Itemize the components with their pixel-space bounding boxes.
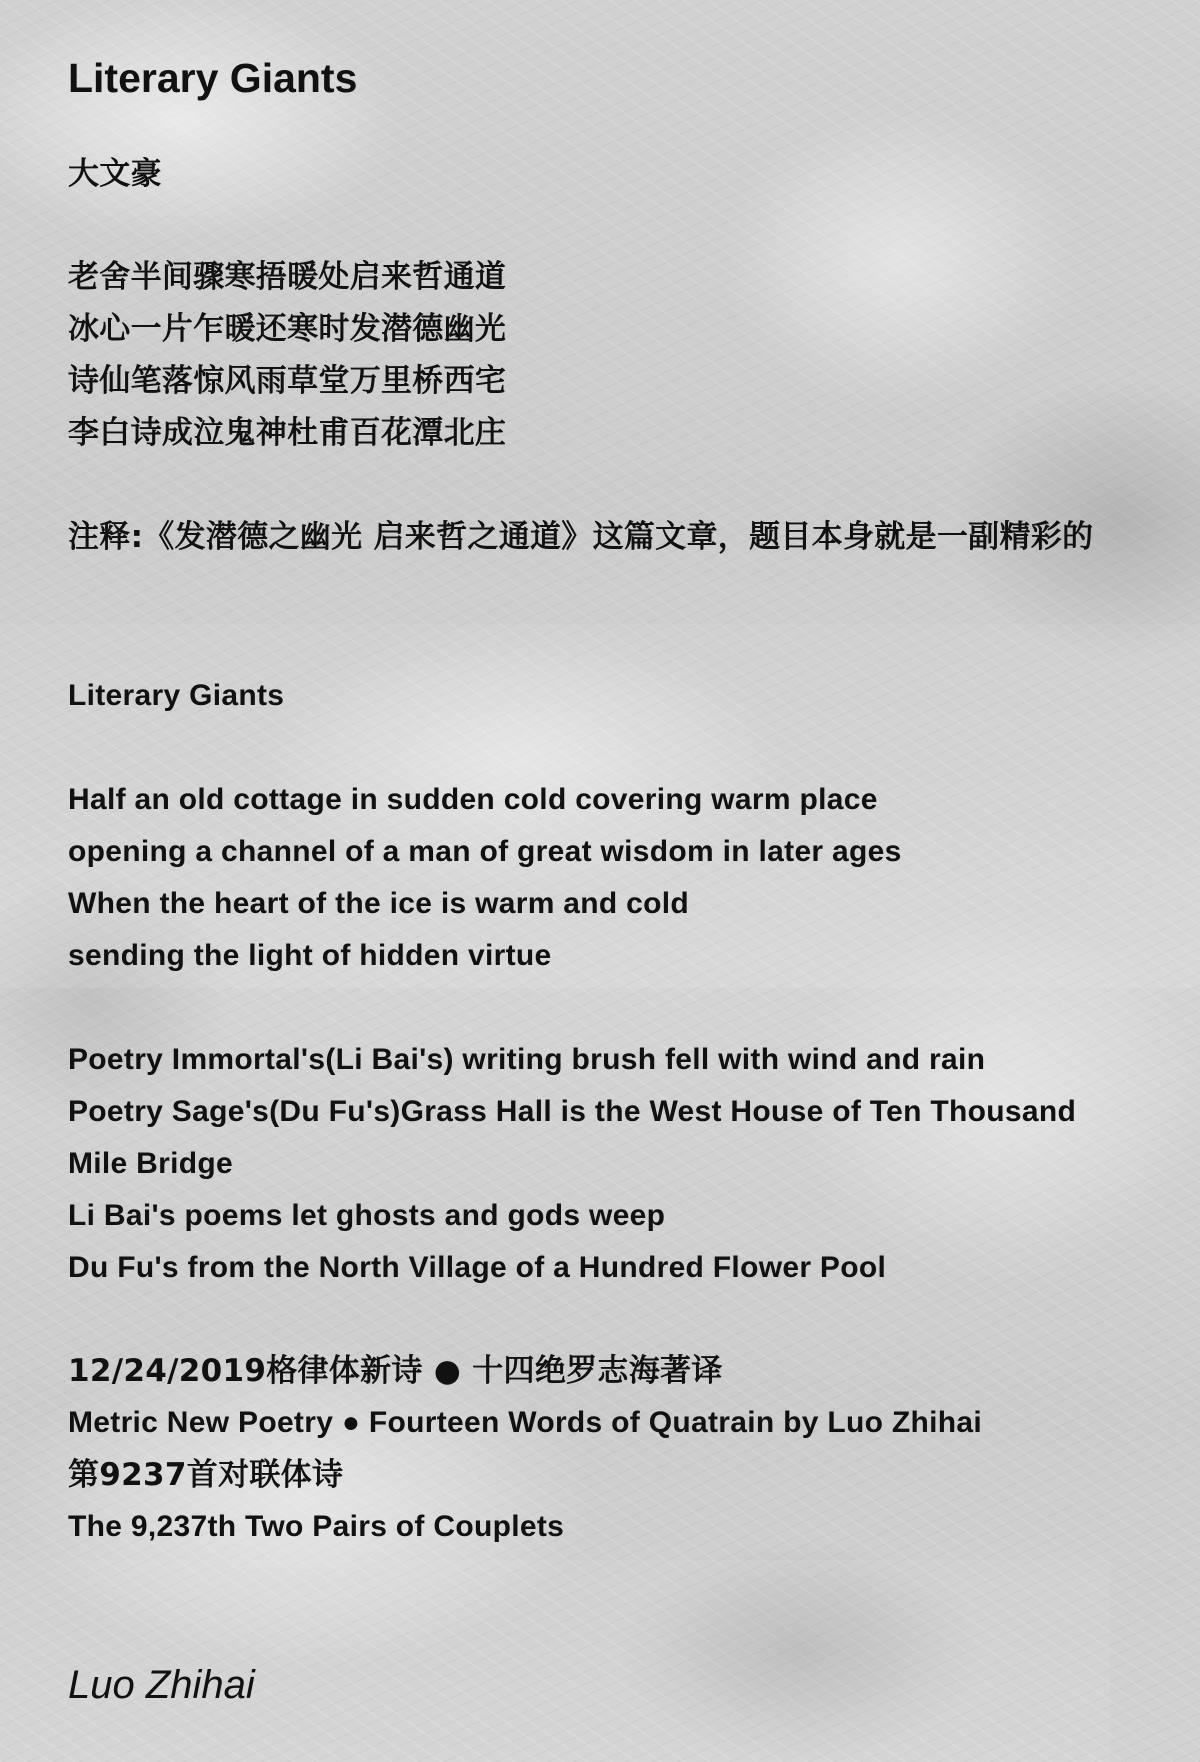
english-line: opening a channel of a man of great wisdom in later ages (68, 835, 902, 868)
chinese-line: 诗仙笔落惊风雨草堂万里桥西宅 (68, 363, 507, 399)
english-line: Poetry Sage's(Du Fu's)Grass Hall is the West House of Ten Thousand (68, 1095, 1077, 1128)
meta-number-line: 第9237首对联体诗 (68, 1457, 344, 1493)
chinese-line: 冰心一片乍暖还寒时发潜德幽光 (68, 311, 507, 347)
english-title: Literary Giants (68, 679, 285, 712)
chinese-line: 老舍半间骤寒捂暖处启来哲通道 (68, 259, 507, 295)
meta-couplet-line: The 9,237th Two Pairs of Couplets (68, 1510, 565, 1543)
english-line: Poetry Immortal's(Li Bai's) writing brush fell with wind and rain (68, 1043, 986, 1076)
chinese-title: 大文豪 (68, 156, 162, 192)
english-line: Mile Bridge (68, 1147, 233, 1180)
author-signature: Luo Zhihai (68, 1663, 255, 1707)
chinese-note: 注释:《发潜德之幽光 启来哲之通道》这篇文章，题目本身就是一副精彩的 (68, 519, 1094, 555)
english-line: Half an old cottage in sudden cold covering warm place (68, 783, 878, 816)
chinese-line: 李白诗成泣鬼神杜甫百花潭北庄 (68, 415, 507, 451)
english-line: sending the light of hidden virtue (68, 939, 552, 972)
poem-content (68, 0, 1200, 1762)
chinese-title-block (68, 148, 162, 200)
meta-block (68, 1345, 982, 1553)
meta-english-line: Metric New Poetry ● Fourteen Words of Quatrain by Luo Zhihai (68, 1406, 982, 1439)
chinese-stanza (68, 251, 506, 459)
english-line: Li Bai's poems let ghosts and gods weep (68, 1199, 666, 1232)
english-line: When the heart of the ice is warm and cold (68, 887, 690, 920)
chinese-note-block (68, 511, 1093, 563)
english-title-block (68, 670, 284, 722)
meta-date-line: 12/24/2019格律体新诗 ● 十四绝罗志海著译 (68, 1353, 723, 1389)
english-stanza-2 (68, 1034, 1076, 1294)
english-line: Du Fu's from the North Village of a Hundred Flower Pool (68, 1251, 887, 1284)
english-stanza-1 (68, 774, 902, 982)
poem-title: Literary Giants (68, 55, 358, 101)
